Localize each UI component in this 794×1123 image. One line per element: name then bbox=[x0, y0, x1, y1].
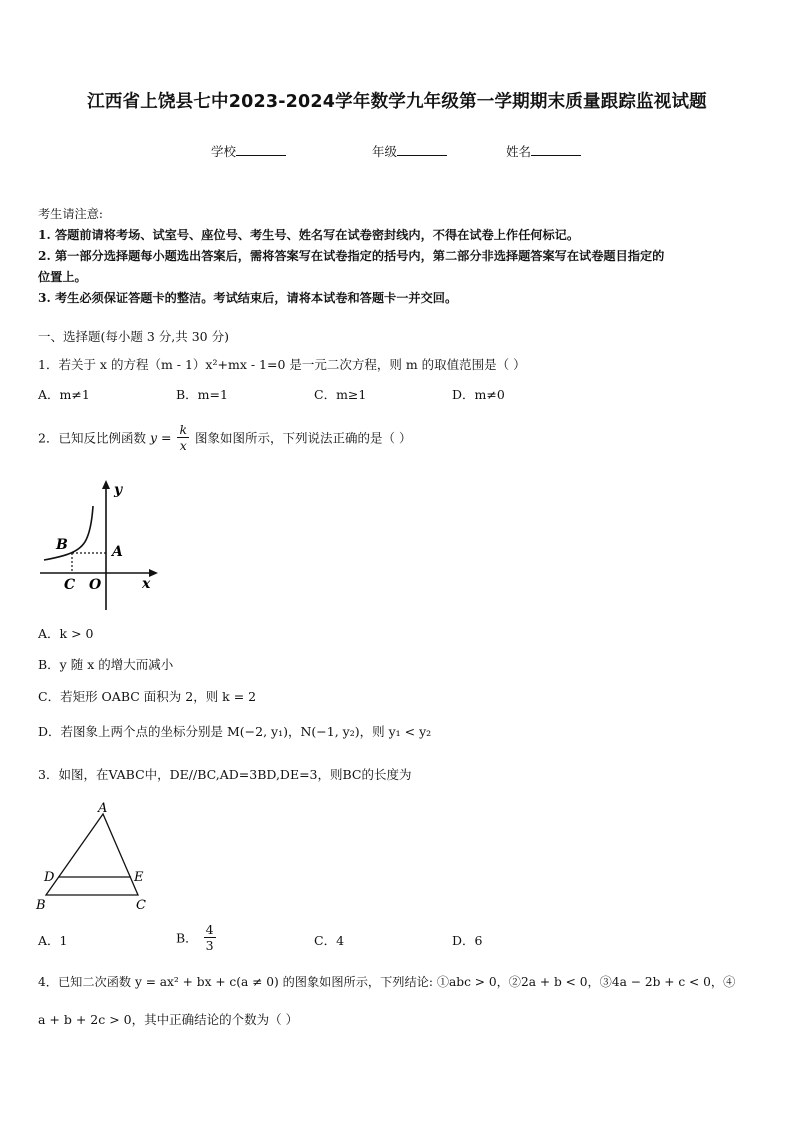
label-d: D bbox=[44, 870, 55, 885]
q1-option-b: B．m=1 bbox=[176, 387, 228, 402]
note-item: 1. 答题前请将考场、试室号、座位号、考生号、姓名写在试卷密封线内，不得在试卷上作任何标记。 bbox=[38, 228, 580, 242]
q3-option-d: D．6 bbox=[452, 933, 483, 948]
label-b: B bbox=[56, 537, 68, 553]
q3-option-b bbox=[176, 922, 218, 953]
q3-option-b-fraction bbox=[204, 922, 216, 953]
note-item: 3. 考生必须保证答题卡的整洁。考试结束后，请将本试卷和答题卡一并交回。 bbox=[38, 291, 458, 305]
name-label: 姓名 bbox=[506, 144, 532, 159]
q1-option-a: A．m≠1 bbox=[38, 387, 90, 402]
note-item: 位置上。 bbox=[38, 270, 87, 284]
name-field bbox=[506, 142, 581, 160]
triangle-abc bbox=[46, 814, 138, 895]
q2-option-a: A．k > 0 bbox=[38, 626, 94, 641]
label-y: y bbox=[114, 482, 123, 498]
question-4-line2: a + b + 2c > 0，其中正确结论的个数为（ ） bbox=[38, 1012, 299, 1027]
school-field bbox=[211, 142, 286, 160]
school-label: 学校 bbox=[211, 144, 237, 159]
q2-fraction-den: x bbox=[179, 438, 187, 453]
q3-figure bbox=[30, 800, 156, 916]
school-blank bbox=[236, 143, 286, 156]
label-c: C bbox=[136, 898, 146, 913]
page-title: 江西省上饶县七中2023-2024学年数学九年级第一学期期末质量跟踪监视试题 bbox=[87, 92, 707, 112]
notes-heading: 考生请注意: bbox=[38, 207, 104, 221]
q2-option-c: C．若矩形 OABC 面积为 2，则 k = 2 bbox=[38, 689, 257, 704]
q2-suffix: 图象如图所示，下列说法正确的是（ ） bbox=[195, 430, 412, 446]
hyperbola-branch bbox=[44, 506, 93, 560]
question-4-line1: 4．已知二次函数 y = ax² + bx + c(a ≠ 0) 的图象如图所示，下列结论: ①abc > 0，②2a + b < 0，③4a − 2b + c < 0，④ bbox=[38, 975, 736, 989]
q3-option-a: A．1 bbox=[38, 933, 68, 948]
question-1-text: 1．若关于 x 的方程（m - 1）x²+mx - 1=0 是一元二次方程，则 m 的取值范围是（ ） bbox=[38, 357, 526, 372]
q2-option-b: B．y 随 x 的增大而减小 bbox=[38, 657, 174, 672]
y-axis-arrow bbox=[102, 480, 110, 489]
q3-frac-den: 3 bbox=[205, 938, 214, 953]
label-a: A bbox=[112, 544, 123, 560]
question-2-text bbox=[38, 422, 412, 453]
note-item: 2. 第一部分选择题每小题选出答案后，需将答案写在试卷指定的括号内，第二部分非选择题答案写在试卷题目指定的 bbox=[38, 249, 665, 263]
q2-fraction-num: k bbox=[179, 422, 188, 437]
q2-prefix: 2．已知反比例函数 bbox=[38, 430, 146, 446]
q2-figure bbox=[36, 476, 166, 612]
label-o: O bbox=[89, 577, 102, 593]
grade-blank bbox=[397, 143, 447, 156]
q3-option-c: C．4 bbox=[314, 933, 345, 948]
label-a: A bbox=[98, 801, 108, 816]
section-heading: 一、选择题(每小题 3 分,共 30 分) bbox=[38, 329, 229, 344]
q1-option-c: C．m≥1 bbox=[314, 387, 367, 402]
label-c: C bbox=[64, 577, 76, 593]
exam-notes bbox=[38, 204, 664, 309]
label-e: E bbox=[134, 870, 144, 885]
grade-field bbox=[372, 142, 447, 160]
q3-frac-num: 4 bbox=[205, 922, 214, 937]
grade-label: 年级 bbox=[372, 144, 398, 159]
q3-option-b-label: B． bbox=[176, 930, 198, 946]
q1-option-d: D．m≠0 bbox=[452, 387, 505, 402]
q2-lhs: y = bbox=[149, 430, 172, 445]
label-x: x bbox=[142, 576, 151, 592]
q2-fraction bbox=[177, 422, 189, 453]
q2-option-d: D．若图象上两个点的坐标分别是 M(−2, y₁)，N(−1, y₂)，则 y₁ < y₂ bbox=[38, 724, 432, 739]
name-blank bbox=[531, 143, 581, 156]
label-b: B bbox=[36, 898, 46, 913]
question-3-text: 3．如图，在VABC中，DE//BC,AD=3BD,DE=3，则BC的长度为 bbox=[38, 767, 412, 782]
